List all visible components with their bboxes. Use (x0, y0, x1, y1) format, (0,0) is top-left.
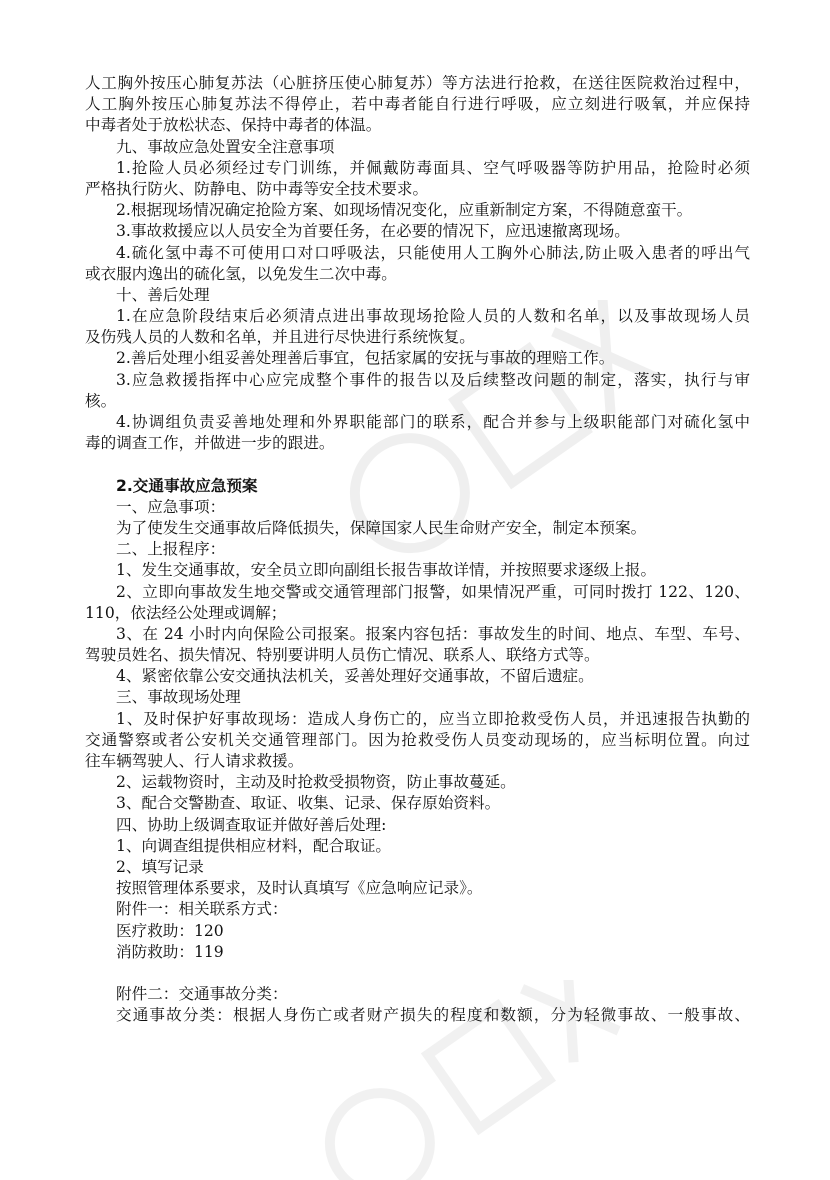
paragraph-line: 3.事故救援应以人员安全为首要任务，在必要的情况下，应迅速撤离现场。 (116, 222, 630, 241)
paragraph-line: 1、向调查组提供相应材料，配合取证。 (116, 836, 392, 855)
paragraph-line: 毒的调查工作，并做进一步的跟进。 (85, 434, 335, 453)
paragraph-line: 2、填写记录 (116, 857, 204, 876)
paragraph-line: 4、紧密依靠公安交通执法机关，妥善处理好交通事故，不留后遗症。 (116, 667, 594, 686)
paragraph-line: 3.应急救援指挥中心应完成整个事件的报告以及后续整改问题的制定，落实，执行与审 (116, 370, 750, 389)
subsection-title: 一、应急事项： (116, 497, 226, 516)
paragraph-line: 或衣服内逸出的硫化氢，以免发生二次中毒。 (85, 264, 397, 283)
paragraph-line: 为了使发生交通事故后降低损失，保障国家人民生命财产安全，制定本预案。 (116, 518, 647, 537)
document-body (85, 73, 750, 1026)
paragraph-line: 往车辆驾驶人、行人请求救援。 (85, 752, 304, 770)
paragraph-line: 中毒者处于放松状态、保持中毒者的体温。 (85, 116, 382, 135)
section-title-9: 九、事故应急处置安全注意事项 (116, 137, 335, 156)
paragraph-line: 人工胸外按压心肺复苏法不得停止，若中毒者能自行进行呼吸，应立刻进行吸氧，并应保持 (85, 95, 750, 114)
section-title-10: 十、善后处理 (116, 285, 210, 304)
paragraph-line: 及伤残人员的人数和名单，并且进行尽快进行系统恢复。 (85, 328, 475, 347)
paragraph-line: 1.在应急阶段结束后必须清点进出事故现场抢险人员的人数和名单，以及事故现场人员 (116, 307, 750, 326)
spacer (85, 963, 750, 984)
contact-medical: 医疗救助：120 (116, 921, 224, 940)
attachment-title: 附件二：交通事故分类： (116, 985, 288, 1004)
paragraph-line: 核。 (85, 391, 117, 410)
attachment-title: 附件一：相关联系方式： (116, 900, 288, 919)
paragraph-line: 4.硫化氢中毒不可使用口对口呼吸法，只能使用人工胸外心肺法,防止吸入患者的呼出气 (116, 243, 750, 262)
paragraph-line: 110，依法经公处理或调解； (85, 603, 287, 622)
paragraph-line: 1、发生交通事故，安全员立即向副组长报告事故详情，并按照要求逐级上报。 (116, 561, 657, 580)
paragraph-line: 3、配合交警勘查、取证、收集、记录、保存原始资料。 (116, 794, 501, 813)
paragraph-line: 1.抢险人员必须经过专门训练，并佩戴防毒面具、空气呼吸器等防护用品，抢险时必须 (116, 158, 750, 177)
subsection-title: 四、协助上级调查取证并做好善后处理: (116, 815, 387, 834)
paragraph-line: 4.协调组负责妥善地处理和外界职能部门的联系，配合并参与上级职能部门对硫化氢中 (116, 413, 750, 431)
subsection-title: 二、上报程序： (116, 540, 226, 559)
paragraph-line: 1、及时保护好事故现场：造成人身伤亡的，应当立即抢救受伤人员，并迅速报告执勤的 (116, 709, 750, 728)
paragraph-line: 3、在 24 小时内向保险公司报案。报案内容包括：事故发生的时间、地点、车型、车号、 (116, 624, 750, 643)
paragraph-line: 按照管理体系要求，及时认真填写《应急响应记录》。 (116, 879, 483, 898)
paragraph-line: 驾驶员姓名、损失情况、特别要讲明人员伤亡情况、联系人、联络方式等。 (85, 646, 600, 665)
contact-fire: 消防救助：119 (116, 942, 224, 961)
spacer (85, 454, 750, 475)
paragraph-line: 交通事故分类：根据人身伤亡或者财产损失的程度和数额，分为轻微事故、一般事故、 (116, 1006, 750, 1025)
section-heading: 2.交通事故应急预案 (116, 476, 258, 495)
paragraph-line: 2、运载物资时，主动及时抢救受损物资，防止事故蔓延。 (116, 773, 516, 792)
paragraph-line: 2、立即向事故发生地交警或交通管理部门报警，如果情况严重，可同时拨打 122、120、 (116, 582, 750, 601)
paragraph-line: 严格执行防火、防静电、防中毒等安全技术要求。 (85, 179, 429, 198)
paragraph-line: 人工胸外按压心肺复苏法（心脏挤压使心肺复苏）等方法进行抢救，在送往医院救治过程中， (85, 74, 750, 92)
paragraph-line: 2.善后处理小组妥善处理善后事宜，包括家属的安抚与事故的理赔工作。 (116, 349, 615, 368)
subsection-title: 三、事故现场处理 (116, 688, 241, 707)
paragraph-line: 交通警察或者公安机关交通管理部门。因为抢救受伤人员变动现场的，应当标明位置。向过 (85, 730, 750, 749)
paragraph-line: 2.根据现场情况确定抢险方案、如现场情况变化，应重新制定方案，不得随意蛮干。 (116, 201, 693, 220)
